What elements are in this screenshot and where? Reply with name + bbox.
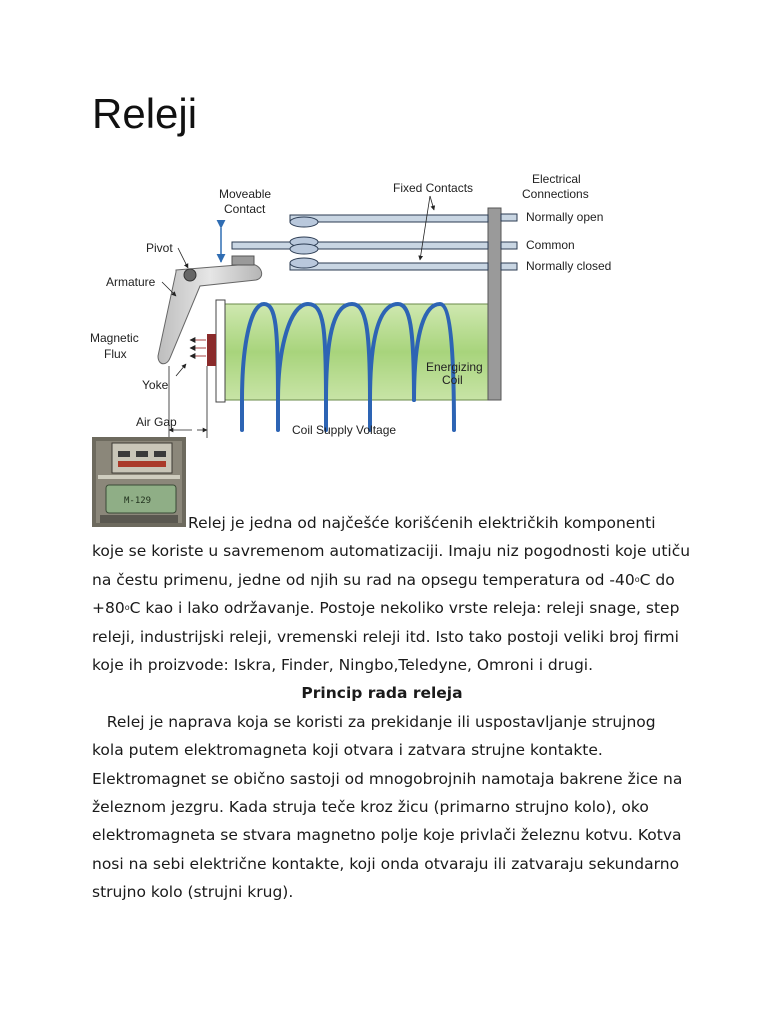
svg-text:M-129: M-129 [124, 496, 152, 506]
label-moveable-contact: Moveable [219, 187, 272, 201]
label-coil-supply-voltage: Coil Supply Voltage [292, 423, 397, 437]
label-electrical-connections: Electrical [532, 172, 581, 186]
svg-text:Flux: Flux [104, 347, 127, 361]
page-title: Releji [92, 90, 198, 137]
label-fixed-contacts: Fixed Contacts [393, 181, 474, 195]
svg-text:Contact: Contact [224, 202, 266, 216]
label-yoke: Yoke [142, 378, 169, 392]
svg-text:Coil: Coil [442, 373, 463, 387]
label-energizing-coil: Energizing [426, 360, 483, 374]
front-plate [216, 300, 225, 402]
pivot [184, 269, 196, 281]
label-normally-open: Normally open [526, 210, 604, 224]
section-heading: Princip rada releja [301, 684, 463, 703]
back-plate [488, 208, 501, 400]
section-paragraph: Relej je naprava koja se koristi za prekidanje ili uspostavljanje strujnog kola putem elektromagneta koji otvara i zatvara strujne kontakte. Elektromagnet se obično sastoji od mnogobrojnih namotaja bakrene žice na železnom jezgru. Kada struja teče kroz žicu (primarno strujno kolo), oko elektromagneta se stvara magnetno polje koje privlači železnu kotvu. Kotva nosi na sebi električne kontakte, koji onda otvaraju ili zatvaraju sekundarno strujno kolo (strujni krug). [92, 712, 688, 902]
label-armature: Armature [106, 275, 156, 289]
relay-diagram [90, 168, 650, 440]
fixed-contacts [232, 215, 488, 270]
svg-text:Connections: Connections [522, 187, 589, 201]
label-normally-closed: Normally closed [526, 259, 612, 273]
pole-piece [207, 334, 216, 366]
label-common: Common [526, 238, 575, 252]
label-air-gap: Air Gap [136, 415, 177, 429]
intro-paragraph: Relej je jedna od najčešće korišćenih električkih komponenti koje se koriste u savremenom automatizaciji. Imaju niz pogodnosti koje utiču na čestu primenu, jedne od njih su rad na opsegu temperatura od -40$^o$C do $+80^oC$ kao i lako održavanje. Postoje nekoliko vrste releja: releji snage, step releji, industrijski releji, vremenski releji itd. Isto tako postoji veliki broj firmi koje ih proizvode: Iskra, Finder, Ningbo,Teledyne, Omroni i drugi. [92, 514, 691, 675]
article-body [92, 509, 692, 907]
moveable-contact [232, 256, 254, 265]
label-magnetic-flux: Magnetic [90, 331, 139, 345]
label-pivot: Pivot [146, 241, 173, 255]
